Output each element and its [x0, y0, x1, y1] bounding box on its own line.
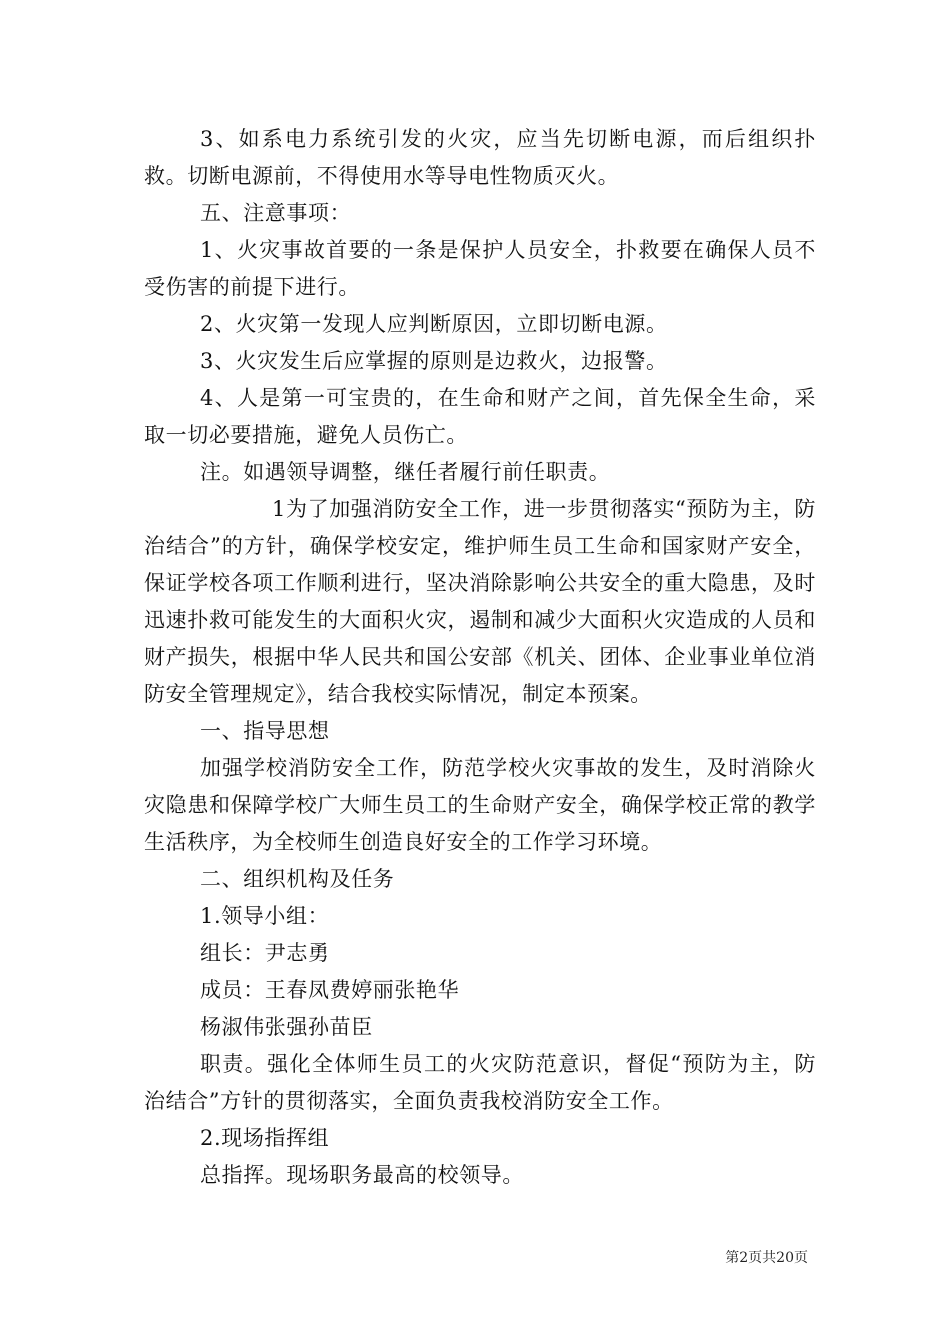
document-body — [144, 121, 816, 1194]
paragraph-guiding-thought: 加强学校消防安全工作，防范学校火灾事故的发生，及时消除火灾隐患和保障学校广大师生员工的生命财产安全，确保学校正常的教学生活秩序，为全校师生创造良好安全的工作学习环境。 — [144, 756, 816, 854]
paragraph-intro: 1为了加强消防安全工作，进一步贯彻落实“预防为主，防治结合”的方针，确保学校安定，维护师生员工生命和国家财产安全，保证学校各项工作顺利进行，坚决消除影响公共安全的重大隐患，及时迅速扑救可能发生的大面积火灾，遏制和减少大面积火灾造成的人员和财产损失，根据中华人民共和国公安部《机关、团体、企业事业单位消防安全管理规定》，结合我校实际情况，制定本预案。 — [144, 497, 816, 706]
paragraph-duties: 职责。强化全体师生员工的火灾防范意识，督促“预防为主，防治结合”方针的贯彻落实，全面负责我校消防安全工作。 — [144, 1052, 816, 1113]
heading-guiding-thought: 一、指导思想 — [200, 719, 330, 743]
paragraph-remark: 注。如遇领导调整，继任者履行前任职责。 — [200, 460, 611, 484]
paragraph-note-4: 4、人是第一可宝贵的，在生命和财产之间，首先保全生命，采取一切必要措施，避免人员伤亡。 — [144, 386, 816, 447]
page-number: 第2页共20页 — [725, 1250, 808, 1266]
paragraph-power-fire: 3、如系电力系统引发的火灾，应当先切断电源，而后组织扑救。切断电源前，不得使用水等导电性物质灭火。 — [144, 127, 816, 188]
paragraph-members: 成员：王春凤费婷丽张艳华 — [200, 978, 460, 1002]
paragraph-group-leader: 组长：尹志勇 — [200, 941, 330, 965]
heading-organization: 二、组织机构及任务 — [200, 867, 395, 891]
paragraph-note-1: 1、火灾事故首要的一条是保护人员安全，扑救要在确保人员不受伤害的前提下进行。 — [144, 238, 816, 299]
paragraph-members-cont: 杨淑伟张强孙苗臣 — [200, 1015, 373, 1039]
paragraph-note-2: 2、火灾第一发现人应判断原因，立即切断电源。 — [200, 312, 668, 336]
paragraph-commander: 总指挥。现场职务最高的校领导。 — [200, 1163, 524, 1187]
subheading-leadership-group: 1.领导小组： — [200, 904, 330, 928]
heading-notes: 五、注意事项： — [200, 201, 352, 225]
subheading-command-group: 2.现场指挥组 — [200, 1126, 330, 1150]
paragraph-note-3: 3、火灾发生后应掌握的原则是边救火，边报警。 — [200, 349, 668, 373]
